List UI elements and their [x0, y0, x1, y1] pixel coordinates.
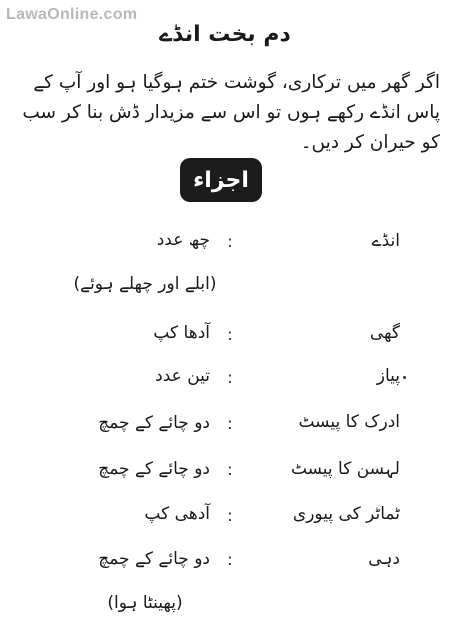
- ingredient-name: ادرک کا پیسٹ: [298, 412, 400, 432]
- site-watermark: LawaOnline.com: [6, 6, 138, 23]
- ingredient-separator: :: [227, 232, 233, 251]
- ingredient-name: گھی: [369, 323, 400, 343]
- ingredient-quantity: دو چائے کے چمچ: [98, 459, 210, 479]
- ingredient-name: دہی: [368, 549, 400, 569]
- recipe-title: دم بخت انڈے: [159, 22, 291, 47]
- ingredient-name: ٹماٹر کی پیوری: [292, 504, 400, 524]
- ingredient-note: (ابلے اور چھلے ہوئے): [73, 274, 217, 294]
- ingredient-separator: :: [227, 368, 233, 387]
- ingredient-separator: :: [227, 506, 233, 525]
- ingredient-quantity: تین عدد: [155, 366, 210, 386]
- ingredient-name: انڈے: [371, 231, 400, 251]
- ingredients-heading: اجزاء: [193, 167, 249, 193]
- ingredient-quantity: دو چائے کے چمچ: [98, 549, 210, 569]
- ingredient-separator: :: [227, 325, 233, 344]
- ingredient-quantity: آدھا کپ: [153, 323, 210, 343]
- ingredient-name: پیاز: [376, 366, 400, 386]
- ingredient-separator: :: [227, 460, 233, 479]
- ingredient-name: لہسن کا پیسٹ: [290, 459, 400, 479]
- ingredient-separator: :: [227, 414, 233, 433]
- recipe-intro: اگر گھر میں ترکاری، گوشت ختم ہوگیا ہو اور آپ کے پاس انڈے رکھے ہوں تو اس سے مزیدار ڈش بنا کر سب کو حیران کر دیں۔: [22, 72, 440, 153]
- ingredient-quantity: چھ عدد: [156, 230, 210, 250]
- ingredients-heading-badge: [180, 158, 262, 202]
- ingredient-quantity: دو چائے کے چمچ: [98, 413, 210, 433]
- stray-dot: [403, 376, 406, 379]
- ingredient-quantity: آدھی کپ: [144, 504, 210, 524]
- ingredient-separator: :: [227, 550, 233, 569]
- ingredient-note: (پھینٹا ہوا): [107, 593, 183, 613]
